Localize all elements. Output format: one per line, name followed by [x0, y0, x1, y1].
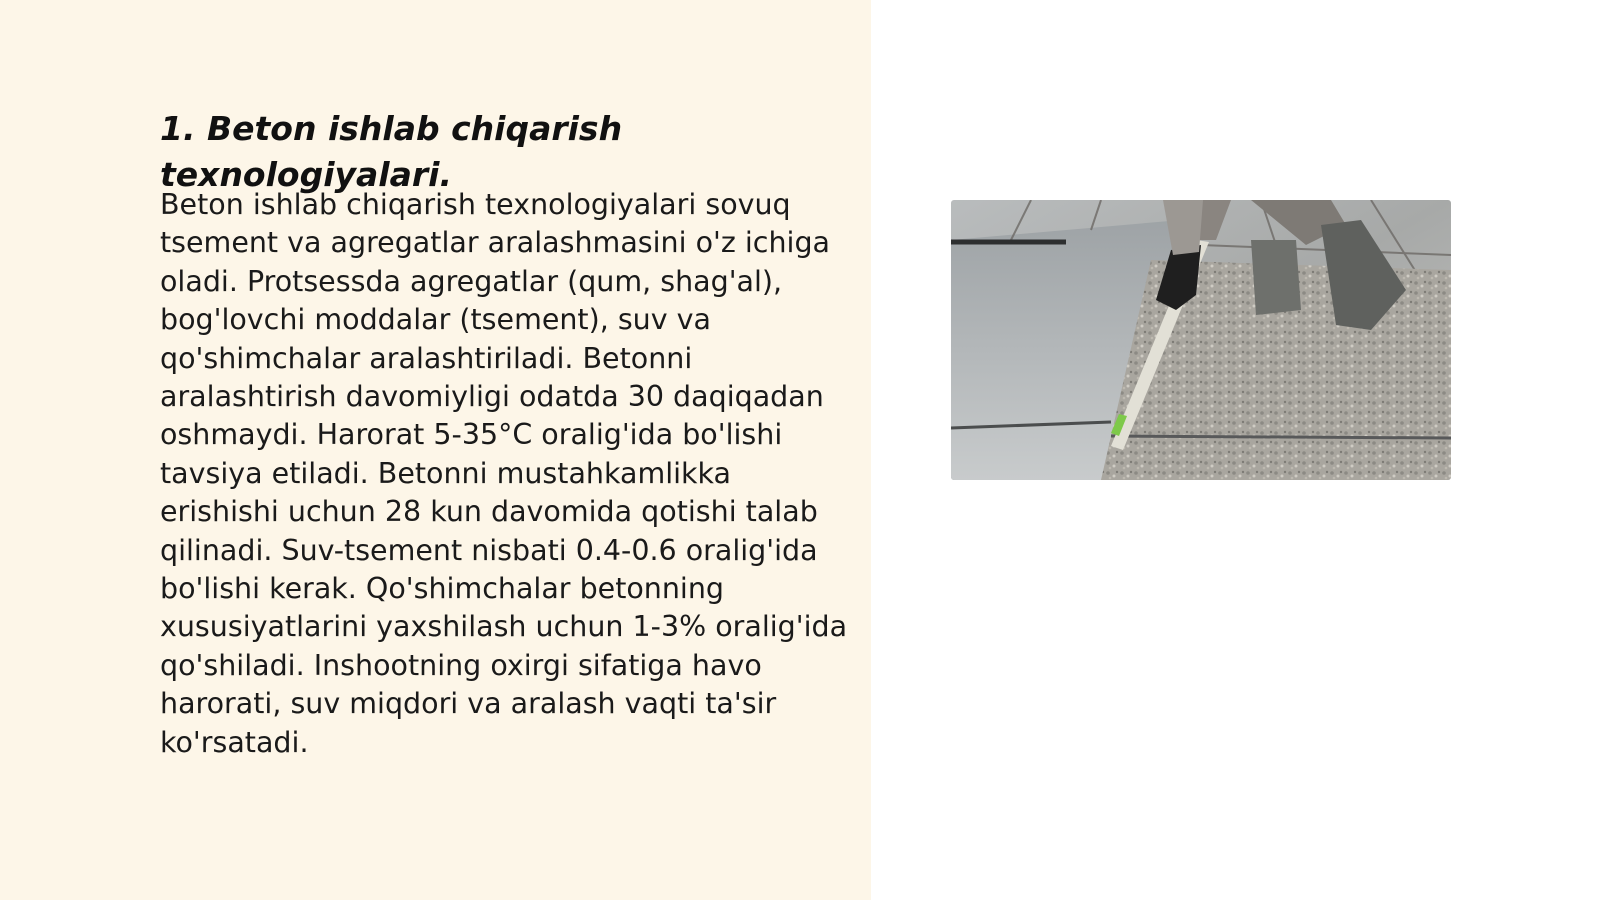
slide-title: 1. Beton ishlab chiqarish texnologiyalari. [160, 109, 623, 194]
slide-body-text: Beton ishlab chiqarish texnologiyalari sovuq tsement va agregatlar aralashmasini o'z ichiga oladi. Protsessda agregatlar (qum, shag'al), bog'lovchi moddalar (tsement), suv va qo'shimchalar aralashtiriladi. Betonni aralashtirish davomiyligi odatda 30 daqiqadan oshmaydi. Harorat 5-35°C oralig'ida bo'lishi tavsiya etiladi. Betonni mustahkamlikka erishishi uchun 28 kun davomida qotishi talab qilinadi. Suv-tsement nisbati 0.4-0.6 oralig'ida bo'lishi kerak. Qo'shimchalar betonning xususiyatlarini yaxshilash uchun 1-3% oralig'ida qo'shiladi. Inshootning oxirgi sifatiga havo harorati, suv miqdori va aralash vaqti ta'sir ko'rsatadi. [160, 188, 848, 759]
concrete-pouring-photo [951, 200, 1451, 480]
